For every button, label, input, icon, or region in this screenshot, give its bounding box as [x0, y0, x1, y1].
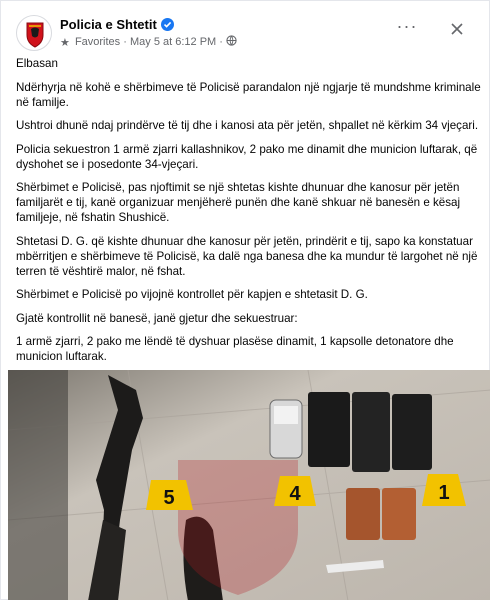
- post-paragraph: Ushtroi dhunë ndaj prindërve të tij dhe i kanosi ata për jetën, shpallet në kërkim 34 vjeçari.: [16, 119, 479, 132]
- evidence-marker-number: 1: [438, 482, 450, 504]
- meta-separator: ·: [219, 36, 223, 48]
- evidence-marker-number: 4: [289, 483, 301, 505]
- post-paragraph: Shërbimet e Policisë po vijojnë kontrollet për kapjen e shtetasit D. G.: [16, 288, 368, 301]
- post-meta: [60, 35, 237, 49]
- evidence-marker-number: 5: [163, 487, 175, 509]
- close-button[interactable]: [443, 15, 471, 43]
- favorites-star-icon: ★: [60, 36, 70, 49]
- post-photo[interactable]: [8, 370, 490, 600]
- post-timestamp[interactable]: May 5 at 6:12 PM: [129, 36, 217, 48]
- post-paragraph: Elbasan: [16, 57, 58, 70]
- evidence-photo-illustration: [8, 370, 490, 600]
- verified-badge-icon: [161, 18, 174, 31]
- favorites-label: Favorites: [74, 36, 121, 48]
- post-paragraph: Gjatë kontrollit në banesë, janë gjetur dhe sekuestruar:: [16, 311, 298, 325]
- meta-separator: ·: [123, 36, 127, 48]
- post-paragraph: Ndërhyrja në kohë e shërbimeve të Policisë parandalon një ngjarje të mundshme kriminale në familje.: [16, 80, 481, 109]
- close-icon: [450, 22, 464, 36]
- post-paragraph: Shërbimet e Policisë, pas njoftimit se një shtetas kishte dhunuar dhe kanosur për jetën familjarët e tij, kanë organizuar menjëherë punën dhe kanë shkuar në banesën e kësaj familjeje, në fshatin Shushicë.: [16, 181, 461, 224]
- evidence-marker-5: [146, 480, 193, 510]
- globe-icon: [226, 35, 237, 49]
- post-paragraph: Policia sekuestron 1 armë zjarri kallashnikov, 2 pako me dinamit dhe municion luftarak, që dyshohet se i posedonte 34-vjeçari.: [16, 142, 478, 171]
- page-name-text[interactable]: Policia e Shtetit: [60, 17, 157, 32]
- post-paragraph: 1 armë zjarri, 2 pako me lëndë të dyshuar plasëse dinamit, 1 kapsolle detonatore dhe municion luftarak.: [16, 335, 454, 363]
- post-paragraph: Shtetasi D. G. që kishte dhunuar dhe kanosur për jetën, prindërit e tij, sapo ka konstatuar mbërritjen e shërbimeve të Policisë, ka dalë nga banesa dhe ka mundur të largohet në një terren të vështirë malor, në fshat.: [16, 234, 478, 278]
- post-header: [16, 13, 479, 53]
- more-options-button[interactable]: ···: [396, 16, 418, 36]
- evidence-marker-4: [274, 476, 316, 506]
- page-avatar[interactable]: [16, 15, 52, 51]
- post-body: [16, 56, 481, 420]
- page-name[interactable]: [60, 17, 174, 32]
- police-emblem-icon: [17, 16, 52, 51]
